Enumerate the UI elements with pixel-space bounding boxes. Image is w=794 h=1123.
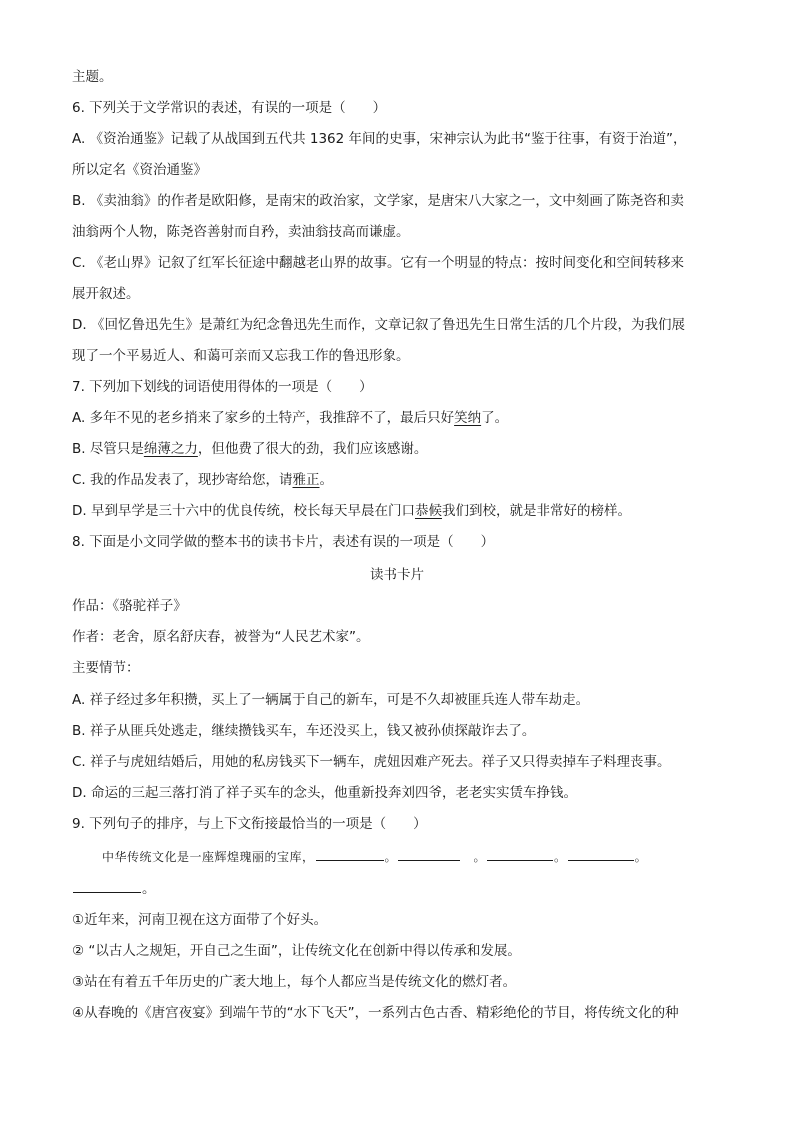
option-text: 了。 [481, 410, 509, 426]
sentence-2: ② “以古人之规矩，开自己之生面”，让传统文化在创新中得以传承和发展。 [72, 943, 521, 959]
option-text: A. 多年不见的老乡捎来了家乡的土特产，我推辞不了，最后只好 [72, 410, 455, 426]
q6-option-d-cont: 现了一个平易近人、和蔼可亲而又忘我工作的鲁迅形象。 [72, 348, 410, 364]
q6-option-c-cont: 展开叙述。 [72, 286, 140, 302]
q7-option-a [72, 408, 722, 428]
answer-blank [73, 880, 141, 893]
q6-option-a: A. 《资治通鉴》记载了从战国到五代共 1362 年间的史事，宋神宗认为此书“鉴于往事，有资于治道”， [72, 131, 687, 147]
q8-option-a: A. 祥子经过多年积攒，买上了一辆属于自己的新车，可是不久却被匪兵连人带车劫走。 [72, 692, 590, 708]
option-text: B. 尽管只是 [72, 441, 144, 457]
q8-option-c: C. 祥子与虎妞结婚后，用她的私房钱买下一辆车，虎妞因难产死去。祥子又只得卖掉车子料理丧事。 [72, 754, 671, 770]
underlined-word: 恭候 [414, 503, 442, 519]
question-6: 6. 下列关于文学常识的表述，有误的一项是（ ） [72, 100, 387, 116]
sentence-4: ④从春晚的《唐宫夜宴》到端午节的“水下飞天”，一系列古色古香、精彩绝伦的节目，将传统文化的种 [72, 1005, 679, 1021]
answer-blank [398, 848, 460, 861]
answer-blank [487, 848, 553, 861]
question-7: 7. 下列加下划线的词语使用得体的一项是（ ） [72, 379, 373, 395]
underlined-word: 绵薄之力 [143, 441, 198, 457]
sentence-3: ③站在有着五千年历史的广袤大地上，每个人都应当是传统文化的燃灯者。 [72, 974, 517, 990]
q9-stem: 中华传统文化是一座辉煌瑰丽的宝库， 。 。 。 。 [102, 850, 648, 864]
q7-option-c [72, 470, 722, 490]
card-work: 作品：《骆驼祥子》 [72, 598, 187, 614]
q6-option-a-cont: 所以定名《资治通鉴》 [72, 162, 207, 178]
q8-option-b: B. 祥子从匪兵处逃走，继续攒钱买车，车还没买上，钱又被孙侦探敲诈去了。 [72, 723, 536, 739]
q6-option-b-cont: 油翁两个人物，陈尧咨善射而自矜，卖油翁技高而谦虚。 [72, 224, 410, 240]
underlined-word: 笑纳 [454, 410, 482, 426]
option-text: C. 我的作品发表了，现抄寄给您，请 [72, 472, 293, 488]
answer-blank [568, 848, 634, 861]
stem-text: 中华传统文化是一座辉煌瑰丽的宝库， [102, 850, 315, 864]
q9-stem-cont: 。 [72, 879, 722, 899]
option-text: ，但他费了很大的劲，我们应该感谢。 [197, 441, 428, 457]
q6-option-c: C. 《老山界》记叙了红军长征途中翻越老山界的故事。它有一个明显的特点：按时间变化和空间转移来 [72, 255, 685, 271]
question-9: 9. 下列句子的排序，与上下文衔接最恰当的一项是（ ） [72, 816, 427, 832]
text-line: 主题。 [72, 69, 113, 85]
underlined-word: 雅正 [292, 472, 320, 488]
q7-option-b [72, 439, 722, 459]
option-text: 我们到校，就是非常好的榜样。 [441, 503, 631, 519]
q8-option-d: D. 命运的三起三落打消了祥子买车的念头，他重新投奔刘四爷，老老实实赁车挣钱。 [72, 785, 577, 801]
card-plot-label: 主要情节： [72, 660, 140, 676]
option-text: 。 [319, 472, 334, 488]
card-author: 作者：老舍，原名舒庆春，被誉为“人民艺术家”。 [72, 629, 370, 645]
q6-option-b: B. 《卖油翁》的作者是欧阳修，是南宋的政治家，文学家，是唐宋八大家之一，文中刻画了陈尧咨和卖 [72, 193, 684, 209]
sentence-1: ①近年来，河南卫视在这方面带了个好头。 [72, 912, 328, 928]
option-text: D. 早到早学是三十六中的优良传统，校长每天早晨在门口 [72, 503, 415, 519]
q6-option-d: D. 《回忆鲁迅先生》是萧红为纪念鲁迅先生而作，文章记叙了鲁迅先生日常生活的几个片段，为我们展 [72, 317, 685, 333]
q7-option-d [72, 501, 722, 521]
question-8: 8. 下面是小文同学做的整本书的读书卡片，表述有误的一项是（ ） [72, 534, 495, 550]
answer-blank [316, 848, 384, 861]
card-title: 读书卡片 [370, 567, 424, 583]
